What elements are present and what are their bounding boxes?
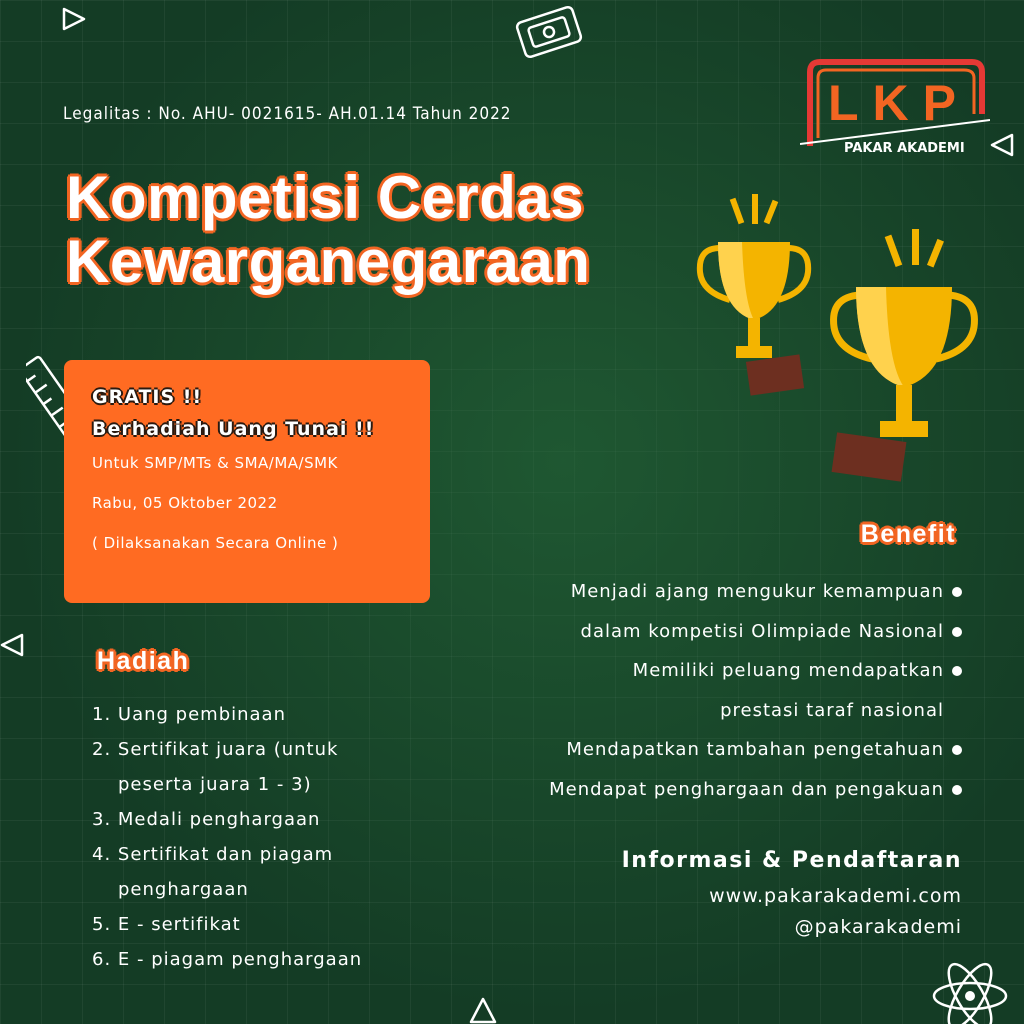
list-item: prestasi taraf nasional [720,699,944,721]
promo-audience: Untuk SMP/MTs & SMA/MA/SMK [92,454,338,472]
bullet-icon [952,627,962,637]
list-item: Menjadi ajang mengukur kemampuan [522,572,962,612]
bullet-icon [952,785,962,795]
list-item: Mendapat penghargaan dan pengakuan [522,770,962,810]
atom-icon [930,962,1010,1024]
list-item: 6. E - piagam penghargaan [92,949,363,970]
list-item: 3. Medali penghargaan [92,809,321,830]
benefit-list [522,572,962,809]
bullet-icon [952,666,962,676]
promo-date: Rabu, 05 Oktober 2022 [92,494,278,512]
triangle-play-icon [60,6,88,34]
list-item: Memiliki peluang mendapatkan [522,651,962,691]
prize-list [92,697,392,977]
title-line-2: Kewarganegaraan [66,228,591,295]
benefit-title: Benefit [860,520,956,548]
title-line-1: Kompetisi Cerdas [66,164,585,231]
list-item: dalam kompetisi Olimpiade Nasional [522,612,962,652]
list-item: 5. E - sertifikat [92,914,241,935]
promo-mode: ( Dilaksanakan Secara Online ) [92,534,339,552]
list-item: 4. Sertifikat dan piagam penghargaan [92,844,334,900]
bullet-icon [952,587,962,597]
triangle-play-icon [0,632,26,660]
website-link[interactable]: www.pakarakademi.com [709,885,962,907]
trophy-icon [690,190,820,410]
bullet-icon [952,745,962,755]
promo-free: GRATIS !! [92,386,203,408]
page-title [66,166,590,294]
info-title: Informasi & Pendaftaran [621,848,962,873]
lkp-logo [800,58,990,158]
logo-letters: LKP [828,75,970,131]
trophy-icon [820,225,990,495]
social-handle[interactable]: @pakarakademi [794,916,962,938]
pencil-sharpener-icon [510,0,588,64]
triangle-play-icon [468,996,498,1024]
logo-subtitle: PAKAR AKADEMI [844,141,965,156]
list-item: 2. Sertifikat juara (untuk peserta juara 1 - 3) [92,739,339,795]
promo-box [64,360,430,603]
hadiah-title: Hadiah [97,647,190,675]
triangle-play-icon [990,132,1016,160]
promo-prize: Berhadiah Uang Tunai !! [92,418,375,440]
list-item: 1. Uang pembinaan [92,704,286,725]
list-item: Mendapatkan tambahan pengetahuan [522,730,962,770]
legal-text: Legalitas : No. AHU- 0021615- AH.01.14 Tahun 2022 [63,104,512,124]
